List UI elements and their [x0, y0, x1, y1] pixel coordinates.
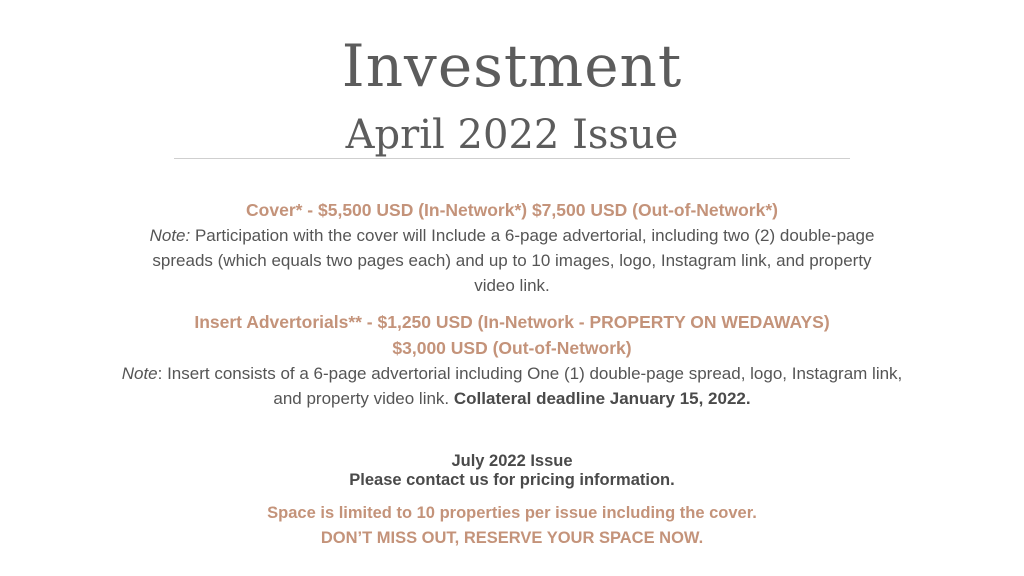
- insert-headline-line2: $3,000 USD (Out-of-Network): [392, 338, 632, 358]
- cover-note: [112, 223, 912, 298]
- insert-headline-line1: Insert Advertorials** - $1,250 USD (In-Network - PROPERTY ON WEDAWAYS): [194, 312, 830, 332]
- cover-headline: Cover* - $5,500 USD (In-Network*) $7,500 USD (Out-of-Network*): [246, 200, 778, 220]
- july-text: Please contact us for pricing information.: [349, 471, 675, 489]
- insert-section: [112, 309, 912, 411]
- page-title: Investment: [341, 32, 683, 100]
- cover-section: [112, 197, 912, 298]
- space-limited-text: Space is limited to 10 properties per issue including the cover.: [267, 504, 757, 522]
- reserve-call-to-action: DON’T MISS OUT, RESERVE YOUR SPACE NOW.: [320, 529, 704, 547]
- closing-section: [112, 501, 912, 551]
- collateral-deadline: Collateral deadline January 15, 2022.: [453, 389, 751, 408]
- insert-note-label: Note: [121, 364, 158, 383]
- cover-note-text: Participation with the cover will Include a 6-page advertorial, including two (2) double-page spreads (which equals two pages each) and up to 10 images, logo, Instagram link, and property video link.: [152, 226, 875, 295]
- insert-note-text: : Insert consists of a 6-page advertorial including One (1) double-page spread, logo, Instagram link, and property video link.: [157, 364, 903, 408]
- july-section: [112, 452, 912, 490]
- cover-note-label: Note:: [149, 226, 191, 245]
- july-title: July 2022 Issue: [451, 452, 573, 470]
- divider: [174, 158, 850, 159]
- insert-note: [112, 361, 912, 411]
- issue-subtitle: April 2022 Issue: [345, 112, 679, 158]
